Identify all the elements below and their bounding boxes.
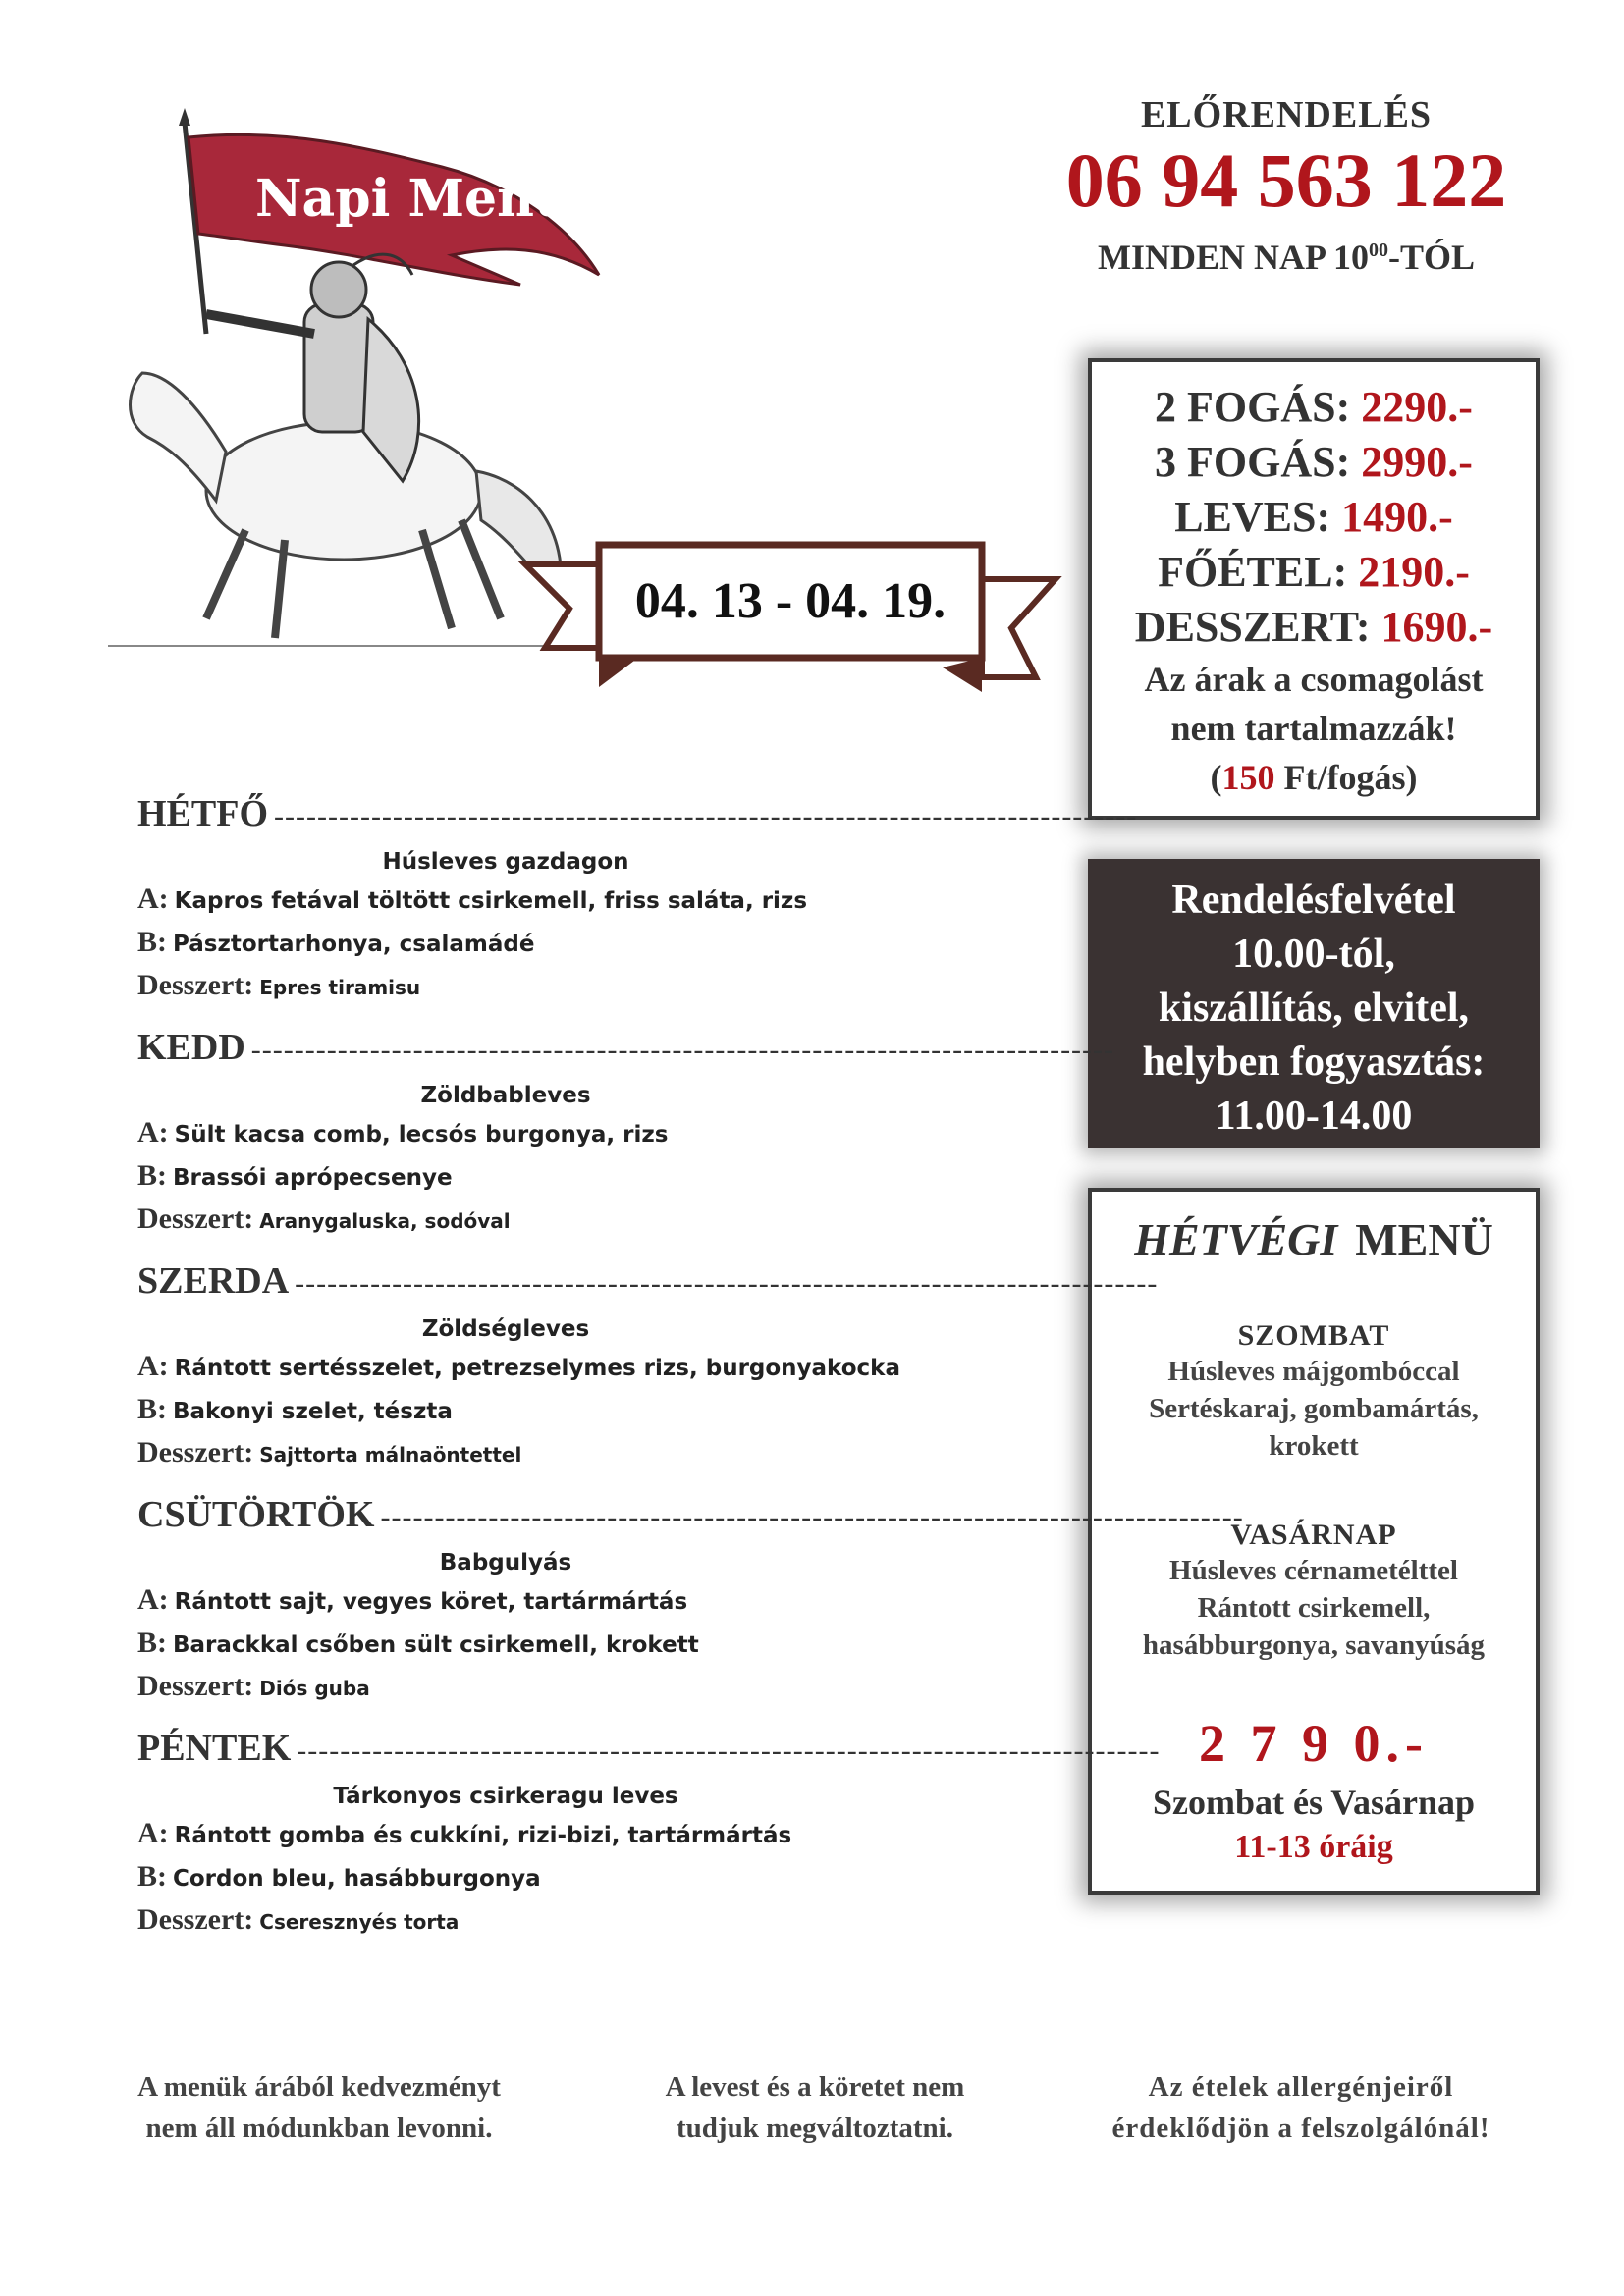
price-label: 3 FOGÁS: (1155, 438, 1351, 486)
weekend-title (1092, 1213, 1536, 1265)
menu-b-dish: Bakonyi szelet, tészta (173, 1399, 453, 1424)
footer-line: nem áll módunkban levonni. (145, 2112, 493, 2144)
weekend-saturday-item: Sertéskaraj, gombamártás, (1149, 1393, 1479, 1424)
soup-of-day: Babgulyás (439, 1550, 572, 1575)
weekend-sunday-item: Rántott csirkemell, (1197, 1592, 1431, 1624)
packaging-fee-unit: Ft/fogás) (1274, 758, 1418, 797)
dessert-label: Desszert: (137, 1670, 254, 1702)
day-name: KEDD (137, 1027, 245, 1068)
preorder-hours-prefix: MINDEN NAP 10 (1097, 238, 1369, 277)
dessert-dish: Sajttorta málnaöntettel (259, 1443, 522, 1467)
menu-dessert (137, 1903, 1011, 1939)
soup-of-day: Zöldbableves (420, 1083, 591, 1108)
soup-of-day: Tárkonyos csirkeragu leves (333, 1784, 678, 1809)
menu-b (137, 1393, 1011, 1428)
menu-dessert (137, 1670, 1011, 1705)
menu-a (137, 882, 1011, 918)
order-line: 10.00-tól, (1232, 932, 1395, 977)
menu-dessert (137, 969, 1011, 1004)
day-section-friday (137, 1725, 1161, 1939)
menu-b-dish: Brassói aprópecsenye (173, 1165, 453, 1191)
day-heading (137, 1491, 1244, 1536)
weekend-sunday-item: hasábburgonya, savanyúság (1142, 1629, 1486, 1661)
day-name: HÉTFŐ (137, 793, 269, 834)
footer-change-note (599, 2066, 1031, 2149)
order-line: Rendelésfelvétel (1171, 878, 1456, 923)
preorder-hours-suffix: -TÓL (1387, 238, 1475, 277)
price-line (1092, 600, 1536, 655)
price-value: 2990.- (1361, 438, 1473, 486)
order-line: kiszállítás, elvitel, (1158, 986, 1470, 1031)
menu-b-label: B: (137, 1627, 167, 1659)
price-value: 1490.- (1341, 493, 1453, 541)
date-range: 04. 13 - 04. 19. (634, 573, 947, 629)
menu-dessert (137, 1436, 1011, 1471)
menu-a-dish: Rántott sajt, vegyes köret, tartármártás (174, 1589, 688, 1615)
soup-of-day: Húsleves gazdagon (382, 849, 629, 875)
footer-line: A levest és a köretet nem (665, 2071, 965, 2103)
footer-line: érdeklődjön a felszolgálónál! (1111, 2112, 1490, 2144)
order-line: 11.00-14.00 (1215, 1094, 1413, 1139)
dessert-dish: Diós guba (259, 1677, 370, 1700)
menu-b-label: B: (137, 1860, 167, 1893)
dash-divider: -------------------------------------------------------------------------------- (380, 1501, 1244, 1533)
weekend-title-rest: MENÜ (1355, 1214, 1493, 1264)
price-value: 2190.- (1358, 548, 1470, 596)
footer-line: tudjuk megváltoztatni. (677, 2112, 953, 2144)
weekend-days: Szombat és Vasárnap (1152, 1783, 1476, 1822)
footer-discount-note (103, 2066, 535, 2149)
menu-dessert (137, 1202, 1011, 1238)
menu-b-label: B: (137, 1159, 167, 1192)
soup-of-day: Zöldségleves (421, 1316, 590, 1342)
date-ribbon (525, 530, 1056, 697)
price-label: FŐÉTEL: (1158, 548, 1348, 596)
menu-a-label: A: (137, 1116, 169, 1148)
price-line (1092, 380, 1536, 435)
day-section-tuesday (137, 1024, 1115, 1238)
menu-b-dish: Barackkal csőben sült csirkemell, krokett (173, 1632, 699, 1658)
dash-divider: -------------------------------------------------------------------------------- (297, 1735, 1161, 1767)
preorder-label: ELŐRENDELÉS (1140, 94, 1433, 135)
menu-a-dish: Kapros fetával töltött csirkemell, friss saláta, rizs (174, 888, 808, 914)
price-note-line2: nem tartalmazzák! (1170, 709, 1457, 748)
day-heading (137, 1725, 1161, 1770)
dash-divider: -------------------------------------------------------------------------------- (274, 800, 1138, 832)
dessert-dish: Cseresznyés torta (259, 1910, 460, 1934)
dessert-label: Desszert: (137, 1903, 254, 1936)
dessert-label: Desszert: (137, 969, 254, 1001)
menu-a-label: A: (137, 882, 169, 915)
menu-b (137, 1159, 1011, 1195)
packaging-fee (1092, 753, 1536, 802)
price-box (1088, 358, 1540, 820)
day-name: CSÜTÖRTÖK (137, 1494, 375, 1535)
menu-a-dish: Rántott sertésszelet, petrezselymes rizs, burgonyakocka (174, 1356, 900, 1381)
day-section-wednesday (137, 1257, 1159, 1471)
price-value: 1690.- (1380, 603, 1493, 651)
menu-b-dish: Pásztortarhonya, csalamádé (173, 932, 535, 957)
day-heading (137, 1024, 1115, 1069)
menu-b (137, 1627, 1011, 1662)
weekend-price: 2 7 9 0.- (1199, 1714, 1429, 1773)
weekend-saturday-name: SZOMBAT (1237, 1319, 1390, 1352)
menu-a-label: A: (137, 1817, 169, 1849)
packaging-fee-amount: 150 (1221, 758, 1275, 797)
menu-a-dish: Sült kacsa comb, lecsós burgonya, rizs (174, 1122, 669, 1148)
price-line (1092, 435, 1536, 490)
menu-b (137, 1860, 1011, 1896)
weekend-hours: 11-13 óráig (1234, 1829, 1393, 1865)
dash-divider: -------------------------------------------------------------------------------- (250, 1034, 1115, 1066)
menu-a (137, 1350, 1011, 1385)
day-heading (137, 1257, 1159, 1303)
price-value: 2290.- (1361, 383, 1473, 431)
dash-divider: -------------------------------------------------------------------------------- (295, 1267, 1159, 1300)
preorder-hours-sup: 00 (1368, 240, 1388, 261)
footer-line: Az ételek allergénjeiről (1148, 2071, 1454, 2103)
menu-b (137, 926, 1011, 961)
price-label: 2 FOGÁS: (1155, 383, 1351, 431)
footer-line: A menük árából kedvezményt (137, 2071, 501, 2103)
day-heading (137, 790, 1138, 835)
menu-a (137, 1583, 1011, 1619)
menu-b-dish: Cordon bleu, hasábburgonya (173, 1866, 541, 1892)
price-note-line1: Az árak a csomagolást (1144, 660, 1484, 699)
weekend-saturday-item: Húsleves májgombóccal (1167, 1356, 1460, 1387)
day-name: PÉNTEK (137, 1728, 292, 1769)
price-label: LEVES: (1174, 493, 1331, 541)
menu-a (137, 1116, 1011, 1151)
preorder-hours (1021, 237, 1551, 278)
footer-allergen-note (1085, 2066, 1517, 2149)
order-line: helyben fogyasztás: (1142, 1040, 1486, 1085)
menu-b-label: B: (137, 926, 167, 958)
price-line (1092, 490, 1536, 545)
menu-b-label: B: (137, 1393, 167, 1425)
weekend-saturday-item: krokett (1269, 1430, 1359, 1462)
banner-title: Napi Menü (255, 169, 571, 229)
weekend-sunday-item: Húsleves cérnametélttel (1169, 1555, 1458, 1586)
menu-a-label: A: (137, 1350, 169, 1382)
day-section-thursday (137, 1491, 1244, 1705)
order-info-box (1088, 859, 1540, 1148)
dessert-label: Desszert: (137, 1436, 254, 1468)
day-name: SZERDA (137, 1260, 290, 1302)
dessert-dish: Aranygaluska, sodóval (259, 1209, 511, 1233)
price-label: DESSZERT: (1134, 603, 1371, 651)
menu-a-dish: Rántott gomba és cukkíni, rizi-bizi, tartármártás (174, 1823, 792, 1848)
preorder-block (1021, 93, 1551, 278)
weekend-sunday-name: VASÁRNAP (1230, 1519, 1397, 1551)
dessert-dish: Epres tiramisu (259, 976, 421, 999)
preorder-phone[interactable]: 06 94 563 122 (1065, 137, 1507, 223)
day-section-monday (137, 790, 1138, 1004)
packaging-fee-open: ( (1210, 758, 1222, 797)
menu-a (137, 1817, 1011, 1852)
dessert-label: Desszert: (137, 1202, 254, 1235)
menu-a-label: A: (137, 1583, 169, 1616)
weekend-title-italic: HÉTVÉGI (1134, 1214, 1338, 1264)
price-line (1092, 545, 1536, 600)
